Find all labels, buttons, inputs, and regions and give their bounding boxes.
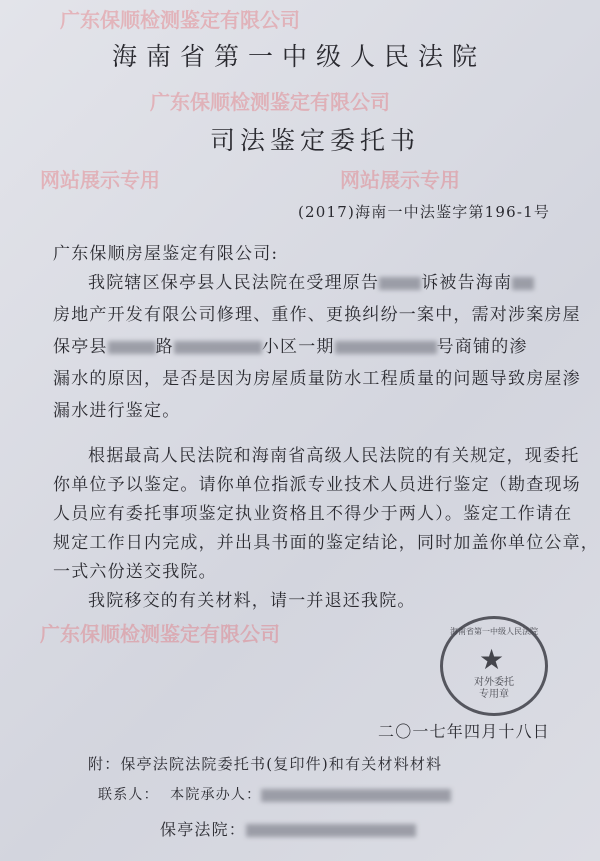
para1-line4: 漏水的原因，是否是因为房屋质量防水工程质量的问题导致房屋渗 [53, 369, 581, 389]
watermark: 广东保顺检测鉴定有限公司 [150, 90, 390, 114]
reference-number: (2017)海南一中法鉴字第196-1号 [298, 203, 551, 221]
court-seal: 海南省第一中级人民法院 ★ 对外委托 专用章 [440, 616, 548, 716]
document-title: 司法鉴定委托书 [210, 126, 421, 155]
watermark: 网站展示专用 [340, 168, 460, 192]
para2-line1: 根据最高人民法院和海南省高级人民法院的有关规定，现委托 [88, 446, 580, 466]
date: 二〇一七年四月十八日 [378, 722, 551, 741]
addressee: 广东保顺房屋鉴定有限公司: [53, 244, 279, 264]
watermark: 广东保顺检测鉴定有限公司 [40, 622, 280, 646]
para1-line5: 漏水进行鉴定。 [53, 401, 181, 421]
contact-line: 联系人： 本院承办人： [98, 785, 451, 805]
watermark: 网站展示专用 [40, 168, 160, 192]
para2-line2: 你单位予以鉴定。请你单位指派专业技术人员进行鉴定（勘查现场 [53, 475, 581, 495]
para3: 我院移交的有关材料，请一并退还我院。 [88, 591, 416, 611]
court-name: 海南省第一中级人民法院 [112, 42, 487, 71]
watermark: 广东保顺检测鉴定有限公司 [60, 8, 300, 32]
para2-line4: 规定工作日内完成，并出具书面的鉴定结论，同时加盖你单位公章， [53, 533, 599, 553]
para1-line1: 我院辖区保亭县人民法院在受理原告 诉被告海南 [88, 273, 534, 293]
para2-line5: 一式六份送交我院。 [53, 562, 217, 582]
para2-line3: 人员应有委托事项鉴定执业资格且不得少于两人）。鉴定工作请在 [53, 504, 573, 524]
star-icon: ★ [479, 643, 505, 676]
attachment-note: 附：保亭法院法院委托书(复印件)和有关材料材料 [88, 755, 443, 773]
court-contact-line: 保亭法院： [160, 820, 416, 840]
para1-line2: 房地产开发有限公司修理、重作、更换纠纷一案中，需对涉案房屋 [53, 305, 581, 325]
para1-line3: 保亭县 路 小区一期 号商铺的渗 [53, 337, 528, 357]
